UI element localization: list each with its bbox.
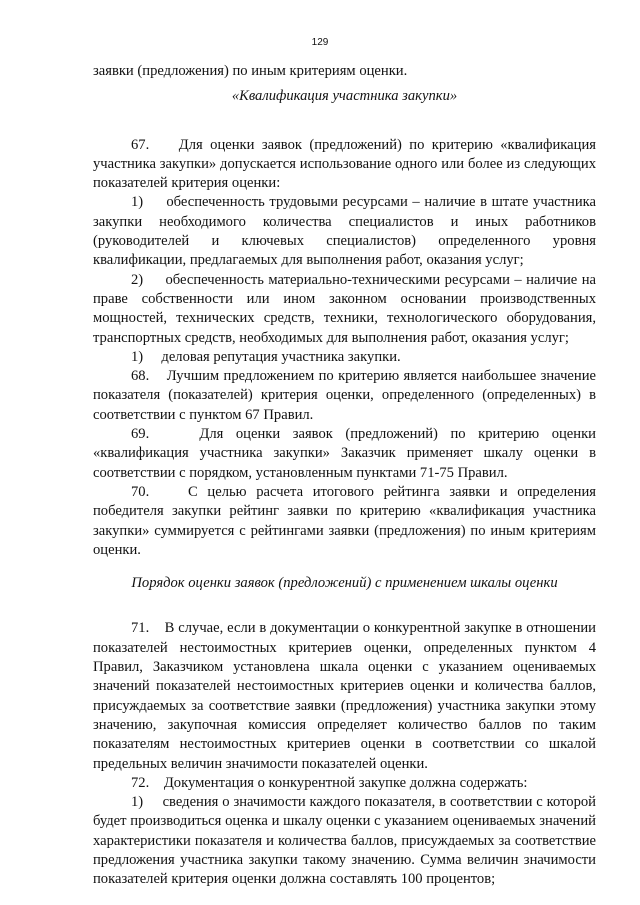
section-heading-scale: Порядок оценки заявок (предложений) с применением шкалы оценки: [131, 575, 558, 592]
page-number: 129: [311, 37, 329, 48]
paragraph-68: 68. Лучшим предложением по критерию является наибольшее значение показателя (показателей) критерия оценки, определенного (определенных) в соответствии с пунктом 67 Правил.: [93, 368, 596, 423]
paragraph-70: 70. С целью расчета итогового рейтинга заявки и определения победителя закупки рейтинг заявки по критерию «квалификация участника закупки» суммируется с рейтингами заявки (предложения) по иным критериям оценки.: [93, 483, 596, 558]
document-body: [93, 62, 596, 890]
paragraph-72-item-1: 1) сведения о значимости каждого показателя, в соответствии с которой будет производиться оценка и шкалу оценки с указанием оцениваемых значений характеристики показателя и количества баллов, присуждаемых за соответствие предложения участника закупки такому значению. Сумма величин значимости показателей критерия оценки должна составлять 100 процентов;: [93, 794, 596, 888]
paragraph-69: 69. Для оценки заявок (предложений) по критерию оценки «квалификация участника закупки» Заказчик применяет шкалу оценки в соответствии с порядком, установленным пунктами 71-75 Правил.: [93, 426, 596, 481]
paragraph-71: 71. В случае, если в документации о конкурентной закупке в отношении показателей нестоимостных критериев оценки, определенных пунктом 4 Правил, Заказчиком установлена шкала оценки с указанием оцениваемых значений показателей нестоимостных критериев оценки и количества баллов, присуждаемых за соответствие заявки (предложения) участника закупки этому значению, закупочная комиссия определяет количество баллов по таким показателям нестоимостных критериев оценки в соответствии со шкалой предельных величин значимости показателей оценки.: [93, 620, 596, 772]
paragraph-67-item-1: 1) обеспеченность трудовыми ресурсами – наличие в штате участника закупки необходимого количества специалистов и иных работников (руководителей и ключевых специалистов) определенного уровня квалификации, предлагаемых для выполнения работ, оказания услуг;: [93, 194, 596, 269]
paragraph-67: 67. Для оценки заявок (предложений) по критерию «квалификация участника закупки» допускается использование одного или более из следующих показателей критерия оценки:: [93, 136, 596, 192]
paragraph-67-item-2: 2) обеспеченность материально-техническими ресурсами – наличие на праве собственности или ином законном основании производственных мощностей, технических средств, техники, технологического оборудования, транспортных средств, необходимых для выполнения работ, оказания услуг;: [93, 271, 596, 346]
section-heading-qualification: «Квалификация участника закупки»: [231, 88, 458, 105]
paragraph-72: 72. Документация о конкурентной закупке должна содержать:: [131, 774, 528, 791]
paragraph-67-item-3: 1) деловая репутация участника закупки.: [131, 348, 401, 365]
paragraph-continuation: заявки (предложения) по иным критериям оценки.: [93, 63, 408, 79]
